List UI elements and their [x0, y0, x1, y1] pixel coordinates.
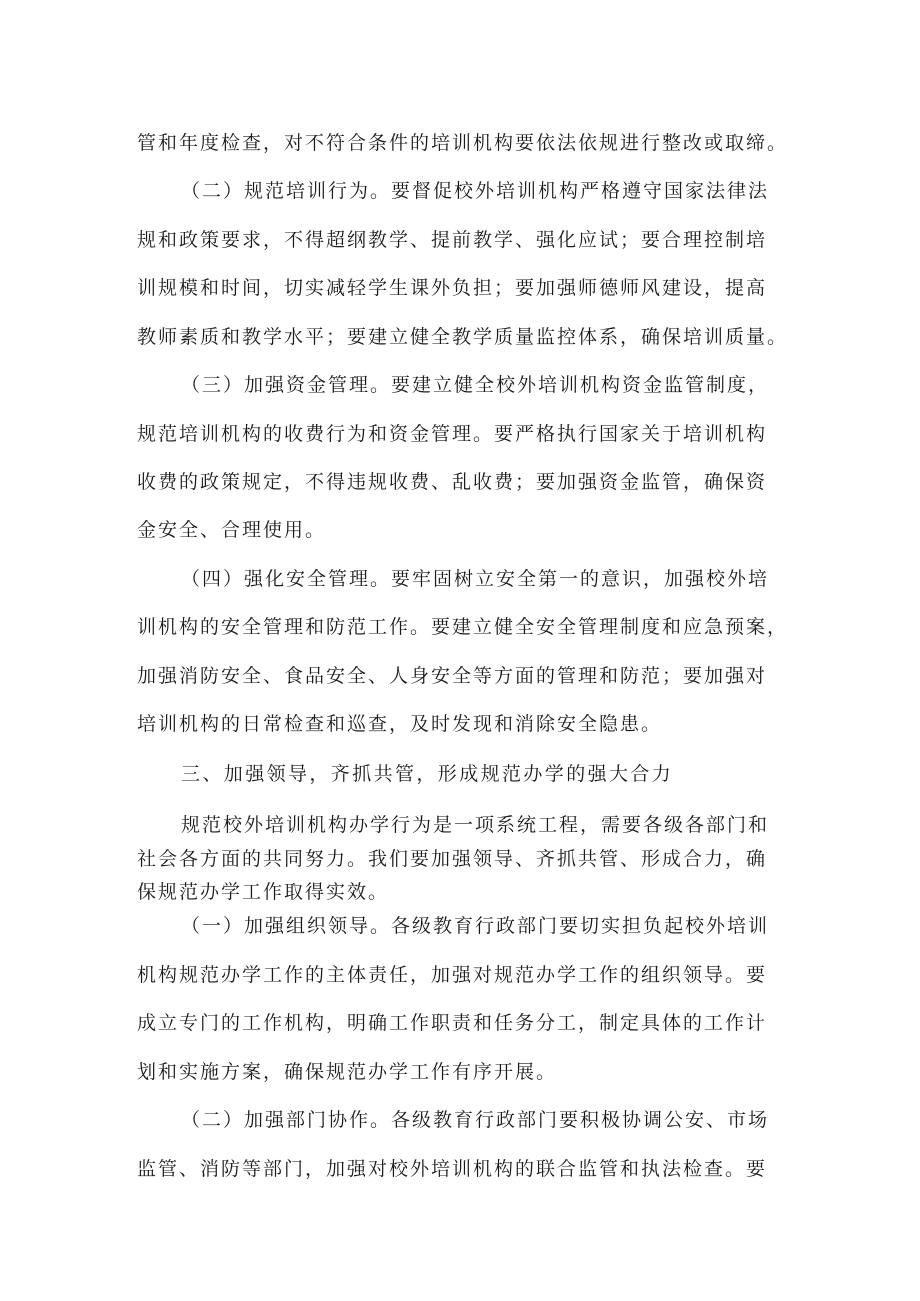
paragraph-line: 规和政策要求，不得超纲教学、提前教学、强化应试；要合理控制培: [137, 229, 768, 251]
paragraph-line: 教师素质和教学水平；要建立健全教学质量监控体系，确保培训质量。: [137, 326, 789, 348]
section-heading: 三、加强领导，齐抓共管，形成规范办学的强大合力: [181, 763, 674, 785]
paragraph-line: 管和年度检查，对不符合条件的培训机构要依法依规进行整改或取缔。: [137, 132, 789, 154]
paragraph-line: （三）加强资金管理。要建立健全校外培训机构资金监管制度，: [181, 374, 770, 396]
paragraph-line: 机构规范办学工作的主体责任，加强对规范办学工作的组织领导。要: [137, 964, 768, 986]
paragraph-line: 规范培训机构的收费行为和资金管理。要严格执行国家关于培训机构: [137, 423, 768, 445]
paragraph-line: 划和实施方案，确保规范办学工作有序开展。: [137, 1061, 558, 1083]
paragraph-line: （四）强化安全管理。要牢固树立安全第一的意识，加强校外培: [181, 568, 770, 590]
paragraph-line: （二）规范培训行为。要督促校外培训机构严格遵守国家法律法: [181, 180, 770, 202]
paragraph-line: 加强消防安全、食品安全、人身安全等方面的管理和防范；要加强对: [137, 665, 768, 687]
paragraph-line: 训规模和时间，切实减轻学生课外负担；要加强师德师风建设，提高: [137, 277, 768, 299]
paragraph-line: （一）加强组织领导。各级教育行政部门要切实担负起校外培训: [181, 915, 770, 937]
paragraph-line: 规范校外培训机构办学行为是一项系统工程，需要各级各部门和: [181, 814, 770, 836]
paragraph-line: 监管、消防等部门，加强对校外培训机构的联合监管和执法检查。要: [137, 1158, 768, 1180]
paragraph-line: 成立专门的工作机构，明确工作职责和任务分工，制定具体的工作计: [137, 1012, 768, 1034]
paragraph-line: 训机构的安全管理和防范工作。要建立健全安全管理制度和应急预案，: [137, 616, 789, 638]
paragraph-line: 社会各方面的共同努力。我们要加强领导、齐抓共管、形成合力，确: [137, 848, 768, 870]
paragraph-line: 保规范办学工作取得实效。: [137, 881, 390, 903]
paragraph-line: （二）加强部门协作。各级教育行政部门要积极协调公安、市场: [181, 1109, 770, 1131]
paragraph-line: 培训机构的日常检查和巡查，及时发现和消除安全隐患。: [137, 713, 663, 735]
paragraph-line: 收费的政策规定，不得违规收费、乱收费；要加强资金监管，确保资: [137, 471, 768, 493]
paragraph-line: 金安全、合理使用。: [137, 519, 327, 541]
